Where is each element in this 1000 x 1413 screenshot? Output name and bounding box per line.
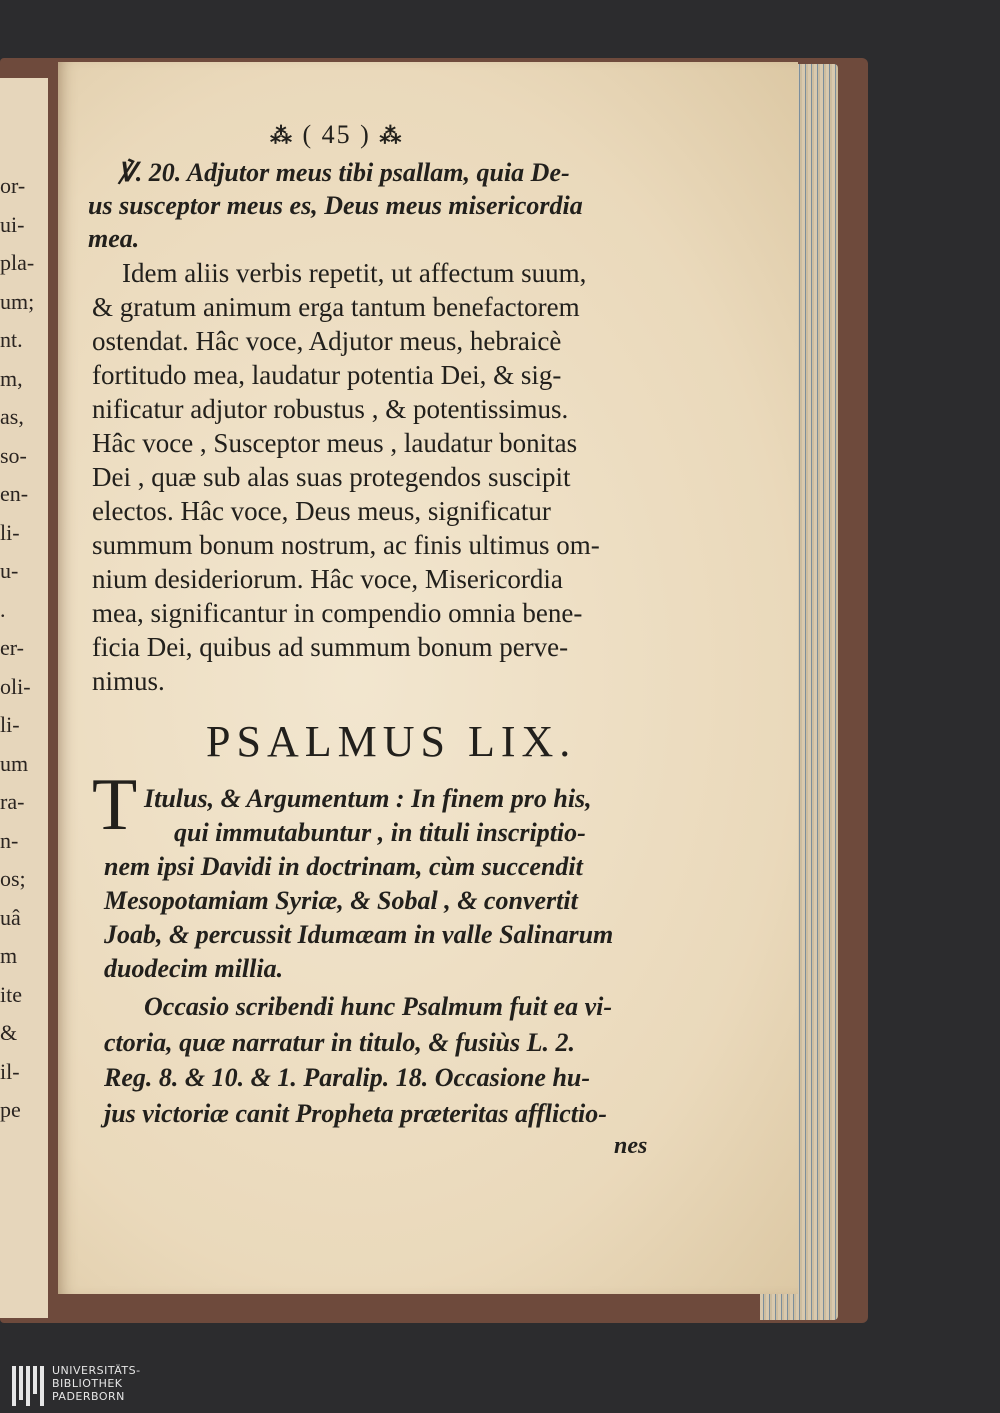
left-page-line: m xyxy=(0,943,18,968)
left-page-line: ite xyxy=(0,981,22,1007)
p1-line: Idem aliis verbis repetit, ut affectum suum, xyxy=(122,258,587,288)
p2-line: jus victoriæ canit Propheta præteritas afflictio- xyxy=(104,1098,607,1128)
left-page-line: so- xyxy=(0,442,27,468)
library-name xyxy=(52,1364,141,1403)
arg-line: Mesopotamiam Syriæ, & Sobal , & convertit xyxy=(104,886,578,915)
left-page-line: as, xyxy=(0,404,24,429)
left-page-line: er- xyxy=(0,635,24,660)
left-page-line: um; xyxy=(0,288,35,314)
arg-line: qui immutabuntur , in tituli inscriptio- xyxy=(174,818,586,847)
left-page-line: m, xyxy=(0,365,23,391)
ornament-right: ⁂ xyxy=(379,123,404,148)
p2-line: Occasio scribendi hunc Psalmum fuit ea vi- xyxy=(144,992,612,1021)
catchword: nes xyxy=(614,1133,648,1159)
p1-line: Hâc voce , Susceptor meus , laudatur bonitas xyxy=(92,428,578,458)
left-page-line: li- xyxy=(0,519,20,545)
ornament-left: ⁂ xyxy=(270,123,294,148)
left-page-line: en- xyxy=(0,481,29,506)
p1-line: summum bonum nostrum, ac finis ultimus om- xyxy=(92,530,600,560)
left-page-line: il- xyxy=(0,1058,20,1084)
p1-line: nificatur adjutor robustus , & potentissimus. xyxy=(92,394,569,424)
p1-line: fortitudo mea, laudatur potentia Dei, & sig- xyxy=(92,360,562,390)
running-header xyxy=(270,120,403,150)
left-page-line: pla- xyxy=(0,250,35,275)
p1-line: ostendat. Hâc voce, Adjutor meus, hebraicè xyxy=(92,326,562,356)
left-page-line: pe xyxy=(0,1097,21,1122)
left-page-line: or- xyxy=(0,173,26,198)
left-page-line: oli- xyxy=(0,673,31,699)
left-page-line: uâ xyxy=(0,904,21,930)
p1-line: & gratum animum erga tantum benefactorem xyxy=(92,292,580,322)
arg-line: duodecim millia. xyxy=(104,954,284,983)
p2-line: ctoria, quæ narratur in titulo, & fusiùs L. 2. xyxy=(104,1027,576,1057)
library-name-line-1: UNIVERSITÄTS- xyxy=(52,1364,141,1377)
verse-line-2: us susceptor meus es, Deus meus misericordia xyxy=(88,191,583,220)
psalm-title: PSALMUS LIX. xyxy=(206,717,577,766)
p1-line: electos. Hâc voce, Deus meus, significatur xyxy=(92,496,551,526)
left-page-line: os; xyxy=(0,866,26,891)
p1-line: nium desideriorum. Hâc voce, Misericordia xyxy=(92,564,563,594)
library-name-line-2: BIBLIOTHEK xyxy=(52,1377,123,1390)
library-logo-icon xyxy=(12,1366,46,1406)
left-page-line: ra- xyxy=(0,789,25,814)
p1-line: Dei , quæ sub alas suas protegendos suscipit xyxy=(92,462,571,492)
left-page-line: ui- xyxy=(0,211,25,237)
footer-bar xyxy=(0,1362,1000,1413)
arg-line: Joab, & percussit Idumæam in valle Salinarum xyxy=(104,920,614,949)
left-page-line: & xyxy=(0,1020,18,1045)
p1-line: ficia Dei, quibus ad summum bonum perve- xyxy=(92,632,569,662)
p1-line: nimus. xyxy=(92,666,165,696)
left-page-line: um xyxy=(0,750,29,776)
drop-cap: T xyxy=(92,764,138,846)
p1-line: mea, significantur in compendio omnia bene- xyxy=(92,598,583,628)
left-page-fragment xyxy=(0,78,48,1318)
left-page-line: nt. xyxy=(0,327,23,352)
library-name-line-3: PADERBORN xyxy=(52,1390,125,1403)
arg-line: nem ipsi Davidi in doctrinam, cùm succendit xyxy=(104,852,583,881)
arg-line: Itulus, & Argumentum : In finem pro his, xyxy=(144,784,592,813)
left-page-line: li- xyxy=(0,712,20,737)
left-page-line: n- xyxy=(0,827,19,853)
left-page-line: u- xyxy=(0,558,19,583)
verse-line-1: ℣. 20. Adjutor meus tibi psallam, quia De- xyxy=(118,158,570,187)
verse-line-3: mea. xyxy=(88,224,140,253)
p2-line: Reg. 8. & 10. & 1. Paralip. 18. Occasione hu- xyxy=(104,1063,591,1092)
page-number: ( 45 ) xyxy=(302,120,371,149)
left-page-line: . xyxy=(0,596,6,622)
